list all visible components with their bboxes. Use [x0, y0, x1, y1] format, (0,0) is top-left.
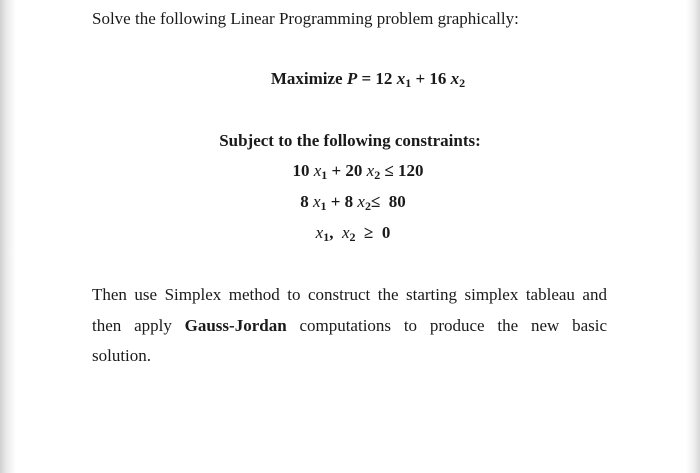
constraint-nonnegativity: $x_1$, $x_2 \ge 0$ — [315, 223, 391, 244]
constraint-2: 8 $x_1 + 8$ $x_2\le 80$ — [300, 192, 406, 213]
paragraph-line-1: Then use Simplex method to construct the starting simplex tableau and — [92, 285, 607, 304]
instructions-paragraph — [92, 280, 607, 372]
objective-function: Maximize P = 12 $x_1 + 16$ $x_2$ — [270, 69, 466, 90]
paragraph-line-2: then apply Gauss-Jordan computations to produce the new basic — [92, 311, 607, 342]
intro-text: Solve the following Linear Programming problem graphically: — [92, 9, 519, 28]
gauss-jordan-bold: Gauss-Jordan — [184, 315, 287, 335]
constraint-1: 10 $x_1 + 20$ $x_2 \le 120$ — [292, 161, 424, 182]
paragraph-line-3: solution. — [92, 346, 152, 365]
constraints-heading: Subject to the following constraints: — [219, 131, 481, 150]
